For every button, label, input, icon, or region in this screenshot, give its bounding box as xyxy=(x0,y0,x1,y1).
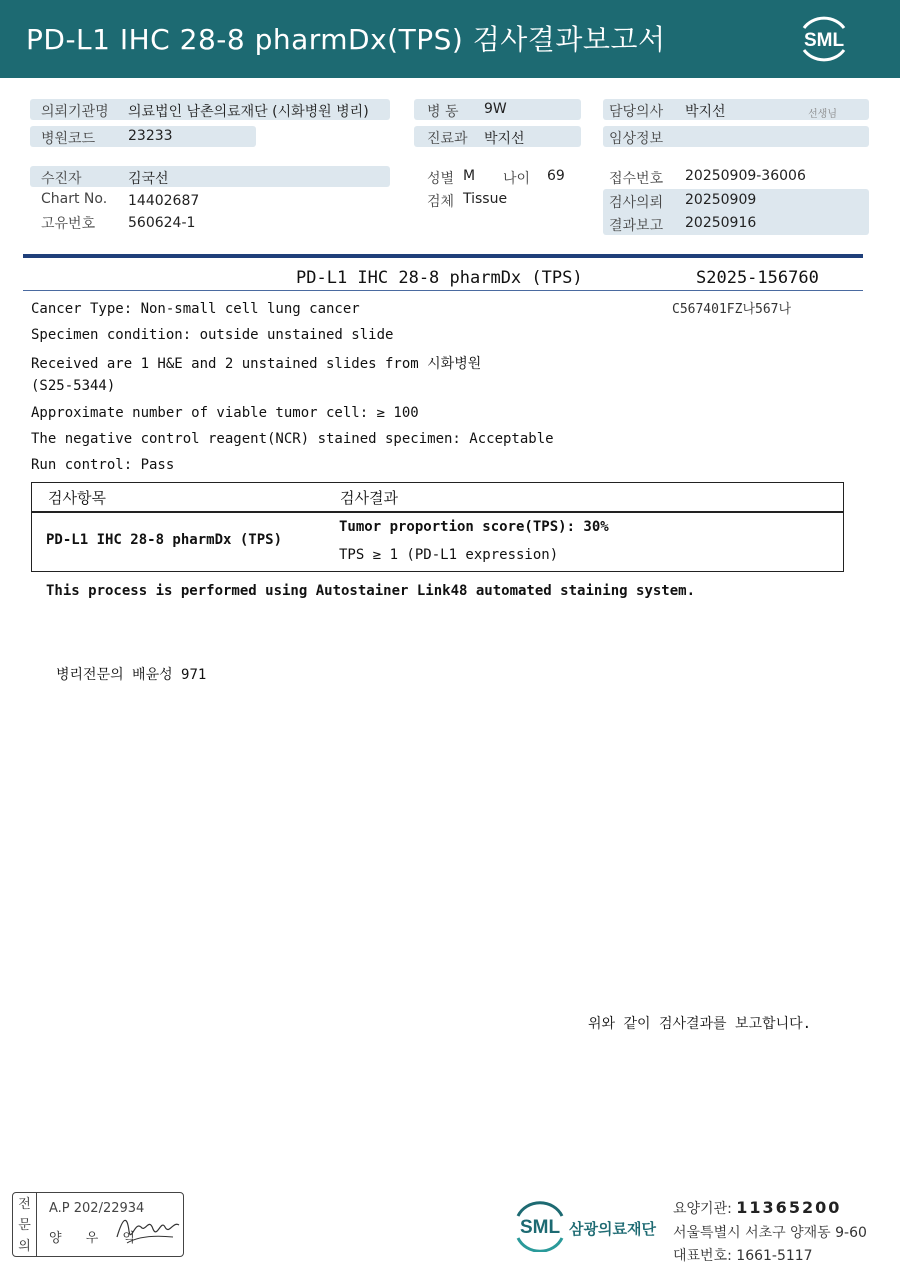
age-label: 나이 xyxy=(503,171,531,187)
divider xyxy=(23,290,863,291)
doctor-label: 담당의사 xyxy=(609,104,664,120)
footer-phone: 대표번호: 1661-5117 xyxy=(673,1248,813,1264)
body-line: The negative control reagent(NCR) stained specimen: Acceptable xyxy=(31,431,554,447)
ward-label: 병 동 xyxy=(427,104,459,120)
institution-label: 의뢰기관명 xyxy=(41,104,109,120)
request-label: 검사의뢰 xyxy=(609,195,664,211)
dept-label: 진료과 xyxy=(427,131,468,147)
footer-code: 요양기관: 11365200 xyxy=(673,1198,842,1217)
report-header xyxy=(0,0,900,78)
sml-footer-logo-icon xyxy=(510,1200,570,1252)
doctor-value: 박지선 xyxy=(685,104,726,120)
request-value: 20250909 xyxy=(685,192,757,208)
specimen-code: C567401FZ나567나 xyxy=(672,302,792,317)
stamp-ap: A.P 202/22934 xyxy=(49,1201,145,1216)
id-label: 고유번호 xyxy=(41,216,96,232)
stamp-name: 양 우 익 xyxy=(49,1231,145,1246)
hospital-code-label: 병원코드 xyxy=(41,131,96,147)
process-note: This process is performed using Autostainer Link48 automated staining system. xyxy=(46,583,696,599)
sex-value: M xyxy=(463,168,476,184)
id-value: 560624-1 xyxy=(128,215,196,231)
age-value: 69 xyxy=(547,168,565,184)
receipt-value: 20250909-36006 xyxy=(685,168,806,184)
body-line: Received are 1 H&E and 2 unstained slides from 시화병원 xyxy=(31,356,482,372)
body-line: Specimen condition: outside unstained slide xyxy=(31,327,394,343)
body-line: Run control: Pass xyxy=(31,457,175,473)
table-cell-result: Tumor proportion score(TPS): 30% xyxy=(339,519,609,535)
institution-value: 의료법인 남촌의료재단 (시화병원 병리) xyxy=(128,104,369,120)
sml-logo-icon xyxy=(796,12,852,64)
ward-value: 9W xyxy=(484,101,507,117)
footer-org: 삼광의료재단 xyxy=(569,1220,656,1238)
sex-label: 성별 xyxy=(427,171,455,187)
clinical-label: 임상정보 xyxy=(609,131,664,147)
page-title: PD-L1 IHC 28-8 pharmDx(TPS) 검사결과보고서 xyxy=(26,23,666,56)
specimen-value: Tissue xyxy=(463,191,508,207)
report-label: 결과보고 xyxy=(609,218,664,234)
pathologist: 병리전문의 배윤성 971 xyxy=(56,667,207,683)
signature-icon xyxy=(113,1207,183,1251)
patient-label: 수진자 xyxy=(41,171,82,187)
test-title: PD-L1 IHC 28-8 pharmDx (TPS) xyxy=(296,268,583,288)
result-table xyxy=(31,482,844,572)
doctor-suffix: 선생님 xyxy=(808,109,837,120)
body-line: Approximate number of viable tumor cell: ≥ 100 xyxy=(31,405,419,421)
divider xyxy=(23,254,863,258)
test-number: S2025-156760 xyxy=(696,268,819,288)
report-value: 20250916 xyxy=(685,215,757,231)
patient-value: 김국선 xyxy=(128,171,169,187)
table-header-result: 검사결과 xyxy=(340,489,398,507)
table-header-item: 검사항목 xyxy=(48,489,106,507)
dept-value: 박지선 xyxy=(484,131,525,147)
chart-label: Chart No. xyxy=(41,191,108,207)
body-line: (S25-5344) xyxy=(31,378,116,394)
specimen-label: 검체 xyxy=(427,194,455,210)
closing-statement: 위와 같이 검사결과를 보고합니다. xyxy=(588,1016,812,1032)
svg-text:SML: SML xyxy=(803,30,845,51)
table-cell-item: PD-L1 IHC 28-8 pharmDx (TPS) xyxy=(46,532,283,548)
table-cell-result: TPS ≥ 1 (PD-L1 expression) xyxy=(339,547,559,563)
signature-stamp: 전 문 의 A.P 202/22934 양 우 익 xyxy=(12,1192,184,1257)
receipt-label: 접수번호 xyxy=(609,171,664,187)
svg-text:SML: SML xyxy=(519,1217,561,1238)
chart-value: 14402687 xyxy=(128,193,200,209)
footer-address: 서울특별시 서초구 양재동 9-60 xyxy=(673,1225,867,1241)
body-line: Cancer Type: Non-small cell lung cancer xyxy=(31,301,360,317)
hospital-code-value: 23233 xyxy=(128,128,173,144)
